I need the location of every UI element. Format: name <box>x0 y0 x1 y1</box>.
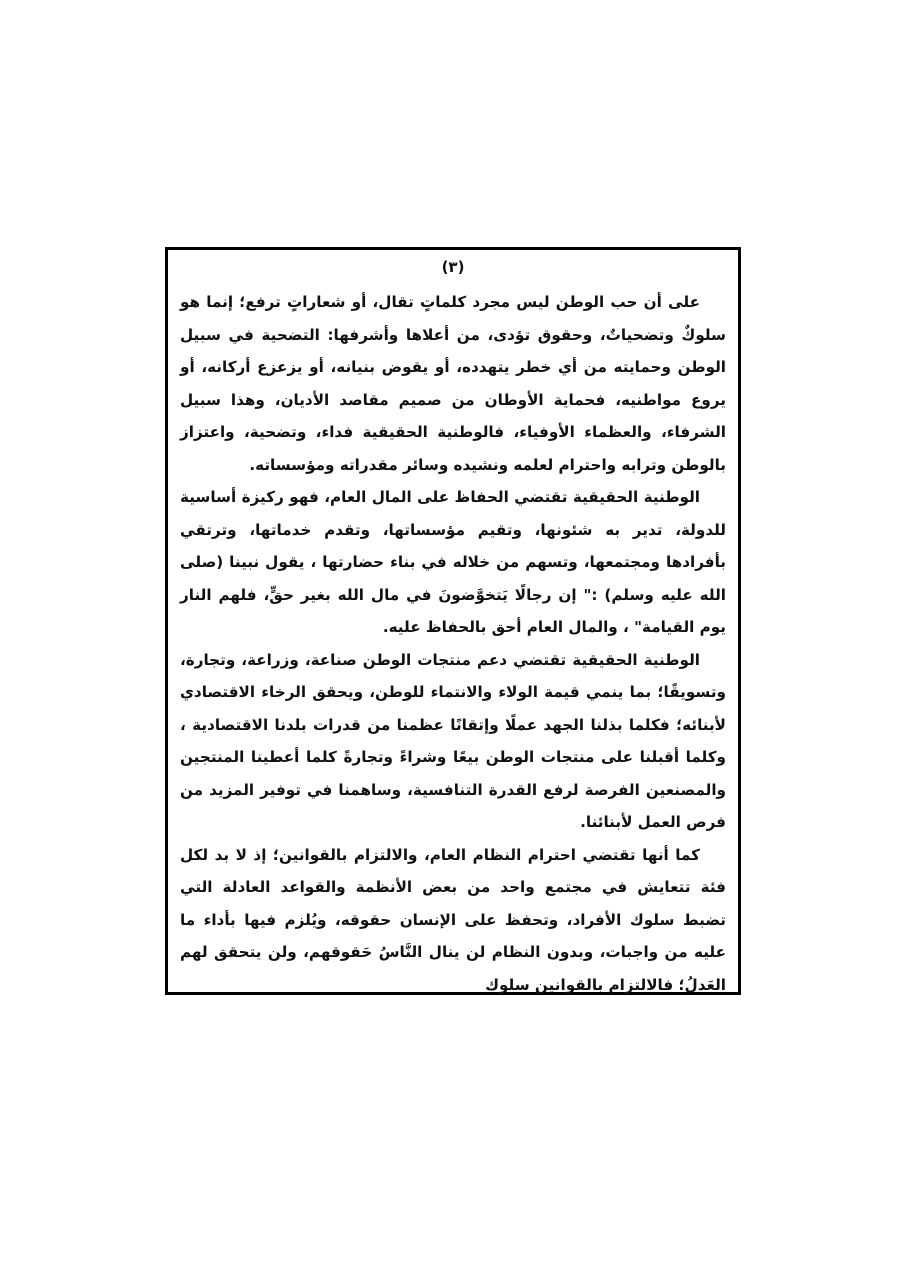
paragraph-national-products: الوطنية الحقيقية تقتضي دعم منتجات الوطن صناعة، وزراعة، وتجارة، وتسويقًا؛ بما ينمي قيمة الولاء والانتماء للوطن، ويحقق الرخاء الاقتصادي لأبنائه؛ فكلما بذلنا الجهد عملًا وإتقانًا عظمنا من قدرات بلدنا الاقتصادية ، وكلما أقبلنا على منتجات الوطن بيعًا وشراءً وتجارةً كلما أعطينا المنتجين والمصنعين الفرصة لرفع القدرة التنافسية، وساهمنا في توفير المزيد من فرص العمل لأبنائنا. <box>180 650 726 831</box>
page-number: (٣) <box>441 258 465 276</box>
paragraph-public-order: كما أنها تقتضي احترام النظام العام، والالتزام بالقوانين؛ إذ لا بد لكل فئة تتعايش في مجتمع واحد من بعض الأنظمة والقواعد العادلة التي تضبط سلوك الأفراد، وتحفظ على الإنسان حقوقه، ويُلزم فيها بأداء ما عليه من واجبات، وبدون النظام لن ينال النَّاسُ حَقوقهم، ولن يتحقق لهم العَدلُ؛ فالالتزام بالقوانين سلوك <box>180 845 726 994</box>
page-frame <box>165 247 741 995</box>
paragraph-public-money: الوطنية الحقيقية تقتضي الحفاظ على المال العام، فهو ركيزة أساسية للدولة، تدير به شئونها، وتقيم مؤسساتها، وتقدم خدماتها، وترتقي بأفرادها ومجتمعها، وتسهم من خلاله في بناء حضارتها ، يقول نبينا (صلى الله عليه وسلم) :" إن رجالًا يَتخوَّضونَ في مال الله بغير حقٍّ، فلهم النار يوم القيامة" ، والمال العام أحق بالحفاظ عليه. <box>180 488 726 636</box>
paragraph-patriotism-sacrifice: على أن حب الوطن ليس مجرد كلماتٍ تقال، أو شعاراتٍ ترفع؛ إنما هو سلوكٌ وتضحياتٌ، وحقوق تؤدى، من أعلاها وأشرفها: التضحية في سبيل الوطن وحمايته من أي خطر يتهدده، أو يقوض بنيانه، أو يزعزع أركانه، أو يروع مواطنيه، فحماية الأوطان من صميم مقاصد الأديان، وهذا سبيل الشرفاء، والعظماء الأوفياء، فالوطنية الحقيقية فداء، وتضحية، واعتزاز بالوطن وترابه واحترام لعلمه ونشيده وسائر مقدراته ومؤسساته. <box>180 293 726 474</box>
document-body <box>180 286 726 1001</box>
